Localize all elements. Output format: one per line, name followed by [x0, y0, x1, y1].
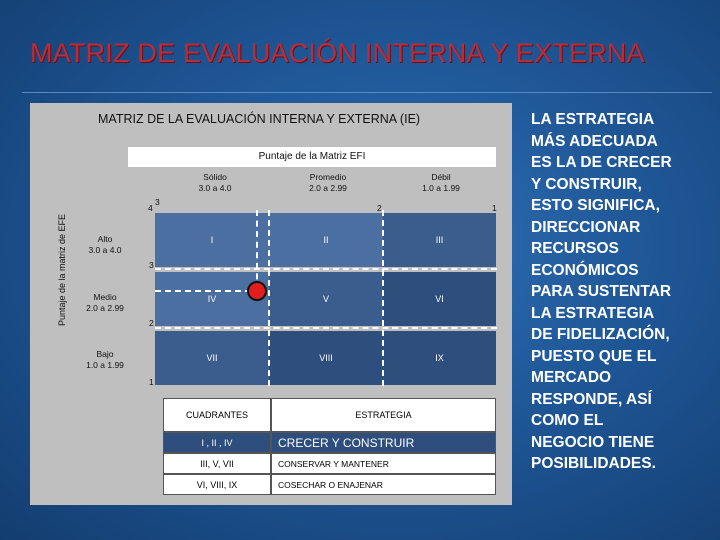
efe-axis-label: Puntaje de la matriz de EFE	[57, 213, 67, 327]
position-guide-v	[256, 210, 258, 290]
row-range: 1.0 a 1.99	[86, 360, 124, 370]
row-name: Alto	[97, 234, 113, 244]
col-range: 3.0 a 4.0	[198, 183, 232, 193]
cell-iv: IV	[155, 272, 269, 326]
grid-divider-h	[155, 327, 497, 329]
row-name: Medio	[93, 292, 117, 302]
position-marker	[247, 281, 267, 301]
x-tick: 4	[148, 203, 153, 213]
row-range: 3.0 a 4.0	[88, 245, 122, 255]
col-name: Sólido	[203, 172, 227, 182]
cell-viii: VIII	[269, 331, 383, 385]
table-row-strategy: COSECHAR O ENAJENAR	[271, 474, 496, 495]
strategy-conclusion-text: LA ESTRATEGIA MÁS ADECUADA ES LA DE CRECER Y CONSTRUIR, ESTO SIGNIFICA, DIRECCIONAR RECURSOS ECONÓMICOS PARA SUSTENTAR LA ESTRATEGIA DE FIDELIZACIÓN, PUESTO QUE EL MERCADO RESPONDE, ASÍ COMO EL NEGOCIO TIENE POSIBILIDADES.	[531, 111, 672, 472]
x-tick: 2	[377, 203, 382, 213]
col-header-promedio	[298, 172, 358, 194]
col-header-solido	[190, 172, 240, 194]
position-guide-h	[155, 290, 251, 292]
table-row-strategy: CONSERVAR Y MANTENER	[271, 453, 496, 474]
row-name: Bajo	[96, 349, 114, 359]
grid-divider-h	[155, 268, 497, 270]
slide-title: MATRIZ DE EVALUACIÓN INTERNA Y EXTERNA	[30, 38, 645, 68]
row-range: 2.0 a 2.99	[86, 303, 124, 313]
title-divider	[22, 92, 712, 93]
table-row-quadrants: III, V, VII	[163, 453, 271, 474]
efi-header: Puntaje de la Matriz EFI	[128, 147, 496, 167]
matrix-title: MATRIZ DE LA EVALUACIÓN INTERNA Y EXTERNA (IE)	[98, 112, 421, 126]
table-row-quadrants: I , II , IV	[163, 432, 271, 453]
table-header-quadrants: CUADRANTES	[163, 398, 271, 432]
row-header-medio	[78, 292, 132, 314]
x-tick: 3	[155, 197, 160, 207]
x-tick: 1	[492, 203, 497, 213]
y-tick: 3	[149, 260, 154, 270]
table-header-strategy: ESTRATEGIA	[271, 398, 496, 432]
cell-ix: IX	[383, 331, 496, 385]
table-row-strategy: CRECER Y CONSTRUIR	[271, 432, 496, 453]
cell-v: V	[269, 272, 383, 326]
cell-i: I	[155, 213, 269, 267]
col-range: 1.0 a 1.99	[422, 183, 460, 193]
row-header-alto	[80, 234, 130, 256]
grid-divider-v	[382, 210, 384, 386]
col-range: 2.0 a 2.99	[309, 183, 347, 193]
y-tick: 1	[149, 377, 154, 387]
y-tick: 2	[149, 318, 154, 328]
grid-divider-v	[268, 210, 270, 386]
row-header-bajo	[78, 349, 132, 371]
col-header-debil	[416, 172, 466, 194]
col-name: Débil	[431, 172, 451, 182]
cell-vii: VII	[155, 331, 269, 385]
cell-ii: II	[269, 213, 383, 267]
cell-iii: III	[383, 213, 496, 267]
table-row-quadrants: VI, VIII, IX	[163, 474, 271, 495]
col-name: Promedio	[309, 172, 347, 182]
cell-vi: VI	[383, 272, 496, 326]
